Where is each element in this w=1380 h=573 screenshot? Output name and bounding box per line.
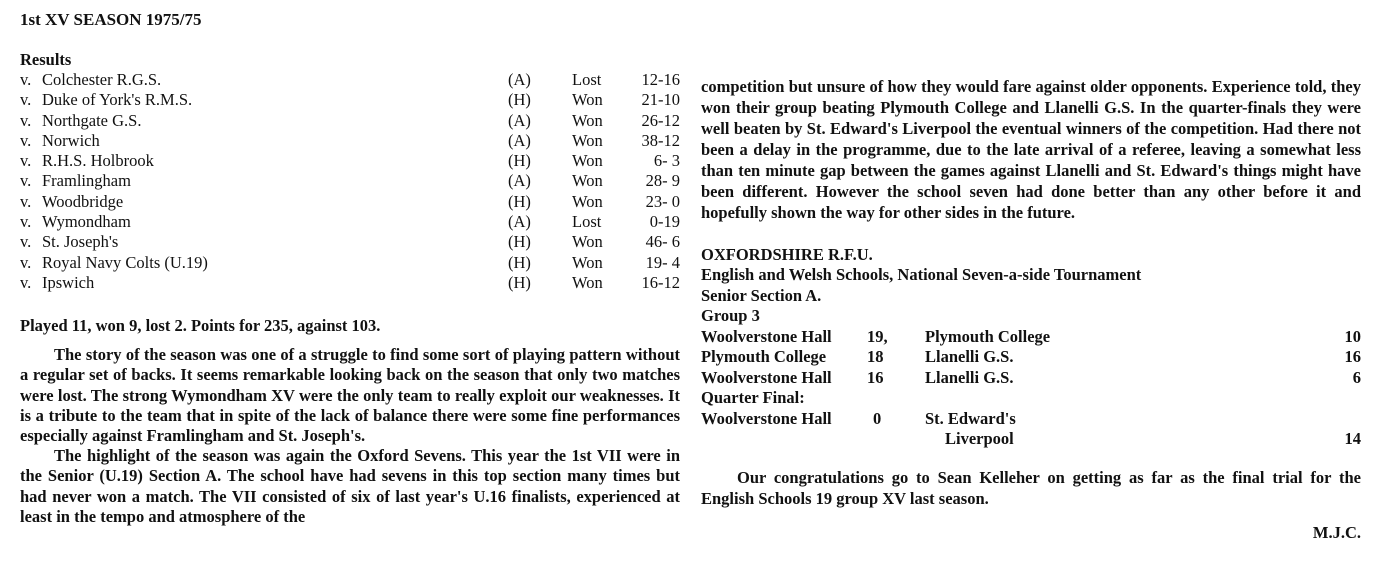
season-story xyxy=(20,345,680,527)
result-prefix: v. xyxy=(20,212,32,232)
result-opponent: Duke of York's R.M.S. xyxy=(42,90,193,110)
result-venue: (A) xyxy=(508,171,531,191)
result-row xyxy=(20,111,680,131)
result-row xyxy=(20,171,680,191)
group-game-row xyxy=(701,327,1361,348)
result-prefix: v. xyxy=(20,151,32,171)
result-row xyxy=(20,232,680,252)
result-opponent: Colchester R.G.S. xyxy=(42,70,162,89)
result-prefix: v. xyxy=(20,191,32,211)
game-team: Woolverstone Hall xyxy=(701,367,832,387)
result-venue: (A) xyxy=(508,70,531,89)
result-opponent: Royal Navy Colts (U.19) xyxy=(42,252,208,272)
story-paragraph-2-continued: competition but unsure of how they would fare against older opponents. Experience told, they won their group beating Plymouth College and Llanelli G.S. In the quarter-finals they were well beaten by St. Edward's Liverpool the eventual winners of the competition. Had there not been a delay in the programme, due to the late arrival of a referee, leaving a somewhat less than ten minute gap between the games against Llanelli and St. Edward's things might have been different. However the school seven had done better than any other before it and hopefully shown the way for other sides in the future. xyxy=(701,77,1361,222)
result-score: 19- 4 xyxy=(645,252,680,272)
result-prefix: v. xyxy=(20,171,32,191)
result-outcome: Won xyxy=(572,90,603,110)
result-outcome: Lost xyxy=(572,212,602,232)
game-opponent-score: 16 xyxy=(1344,347,1361,366)
result-prefix: v. xyxy=(20,130,32,150)
qf-team: Woolverstone Hall xyxy=(701,408,832,428)
result-score: 28- 9 xyxy=(645,171,680,191)
result-row xyxy=(20,70,680,90)
group-game-row xyxy=(701,347,1361,368)
qf-opponent: St. Edward's xyxy=(925,408,1016,428)
result-prefix: v. xyxy=(20,70,32,89)
result-opponent: Framlingham xyxy=(42,171,131,191)
result-outcome: Won xyxy=(572,130,603,150)
game-team: Plymouth College xyxy=(701,347,827,366)
game-opponent: Plymouth College xyxy=(925,326,1051,346)
qf-score: 0 xyxy=(873,408,882,428)
result-row xyxy=(20,253,680,273)
result-opponent: Northgate G.S. xyxy=(42,110,142,130)
result-outcome: Won xyxy=(572,232,603,252)
game-team: Woolverstone Hall xyxy=(701,326,832,346)
signature: M.J.C. xyxy=(1312,522,1361,542)
result-prefix: v. xyxy=(20,272,32,292)
results-heading: Results xyxy=(20,50,72,69)
tournament-group: Group 3 xyxy=(701,306,760,325)
result-score: 23- 0 xyxy=(645,191,680,211)
result-outcome: Won xyxy=(572,110,603,130)
page-title: 1st XV SEASON 1975/75 xyxy=(20,10,202,29)
game-score: 18 xyxy=(867,347,884,366)
game-opponent-score: 6 xyxy=(1352,367,1361,387)
result-venue: (H) xyxy=(508,90,531,110)
tournament-section: Senior Section A. xyxy=(701,285,822,305)
result-outcome: Won xyxy=(572,272,603,292)
results-table xyxy=(20,70,680,293)
quarter-final-row-2 xyxy=(701,429,1361,450)
result-prefix: v. xyxy=(20,90,32,110)
story-paragraph-1: The story of the season was one of a struggle to find some sort of playing pattern without a regular set of backs. It seems remarkable looking back on the season that only two matches were lost. The strong Wymondham XV were the only team to really exploit our weaknesses. It is a tribute to the team that in spite of the lack of balance there were some fine performances especially against Framlingham and St. Joseph's. xyxy=(20,345,680,446)
result-score: 46- 6 xyxy=(645,232,680,252)
result-venue: (A) xyxy=(508,110,531,130)
result-venue: (H) xyxy=(508,232,531,252)
group-results xyxy=(701,327,1361,389)
result-opponent: Norwich xyxy=(42,130,100,150)
right-column xyxy=(701,76,1361,543)
qf-opponent-cont: Liverpool xyxy=(945,429,1014,448)
result-row xyxy=(20,273,680,293)
result-row xyxy=(20,90,680,110)
result-score: 12-16 xyxy=(641,70,680,89)
result-venue: (H) xyxy=(508,252,531,272)
result-score: 38-12 xyxy=(641,130,680,150)
game-opponent: Llanelli G.S. xyxy=(925,367,1014,387)
result-opponent: R.H.S. Holbrook xyxy=(42,151,154,171)
result-opponent: Ipswich xyxy=(42,272,95,292)
result-venue: (H) xyxy=(508,191,531,211)
result-outcome: Won xyxy=(572,191,603,211)
result-opponent: Wymondham xyxy=(42,212,131,232)
result-row xyxy=(20,151,680,171)
result-venue: (H) xyxy=(508,151,531,171)
result-score: 6- 3 xyxy=(653,151,680,171)
result-row xyxy=(20,131,680,151)
result-outcome: Won xyxy=(572,252,603,272)
left-column xyxy=(20,50,680,527)
result-opponent: St. Joseph's xyxy=(42,232,119,252)
tournament-name: English and Welsh Schools, National Seven-a-side Tournament xyxy=(701,265,1142,284)
result-venue: (A) xyxy=(508,212,531,232)
result-opponent: Woodbridge xyxy=(42,191,124,211)
result-score: 26-12 xyxy=(641,110,680,130)
result-score: 0-19 xyxy=(649,212,680,232)
game-opponent-score: 10 xyxy=(1344,326,1361,346)
game-opponent: Llanelli G.S. xyxy=(925,347,1014,366)
oxfordshire-heading: OXFORDSHIRE R.F.U. xyxy=(701,245,873,264)
result-outcome: Won xyxy=(572,151,603,171)
game-score: 19, xyxy=(867,326,888,346)
quarter-final-row xyxy=(701,409,1361,430)
group-game-row xyxy=(701,368,1361,389)
result-prefix: v. xyxy=(20,232,32,252)
result-row xyxy=(20,192,680,212)
result-venue: (H) xyxy=(508,272,531,292)
result-row xyxy=(20,212,680,232)
result-prefix: v. xyxy=(20,110,32,130)
result-score: 21-10 xyxy=(641,90,680,110)
congratulations-note: Our congratulations go to Sean Kelleher on getting as far as the final trial for the English Schools 19 group XV last season. xyxy=(701,467,1361,508)
result-outcome: Won xyxy=(572,171,603,191)
game-score: 16 xyxy=(867,367,884,387)
result-score: 16-12 xyxy=(641,272,680,292)
result-venue: (A) xyxy=(508,130,531,150)
quarter-final-label: Quarter Final: xyxy=(701,388,805,407)
results-summary: Played 11, won 9, lost 2. Points for 235, against 103. xyxy=(20,316,381,336)
story-paragraph-2: The highlight of the season was again the Oxford Sevens. This year the 1st VII were in the Senior (U.19) Section A. The school have had sevens in this top section many times but had never won a match. The VII consisted of six of last year's U.16 finalists, experienced at least in the tempo and atmosphere of the xyxy=(20,446,680,526)
result-prefix: v. xyxy=(20,252,32,272)
qf-opponent-score: 14 xyxy=(1344,429,1361,448)
result-outcome: Lost xyxy=(572,70,602,89)
